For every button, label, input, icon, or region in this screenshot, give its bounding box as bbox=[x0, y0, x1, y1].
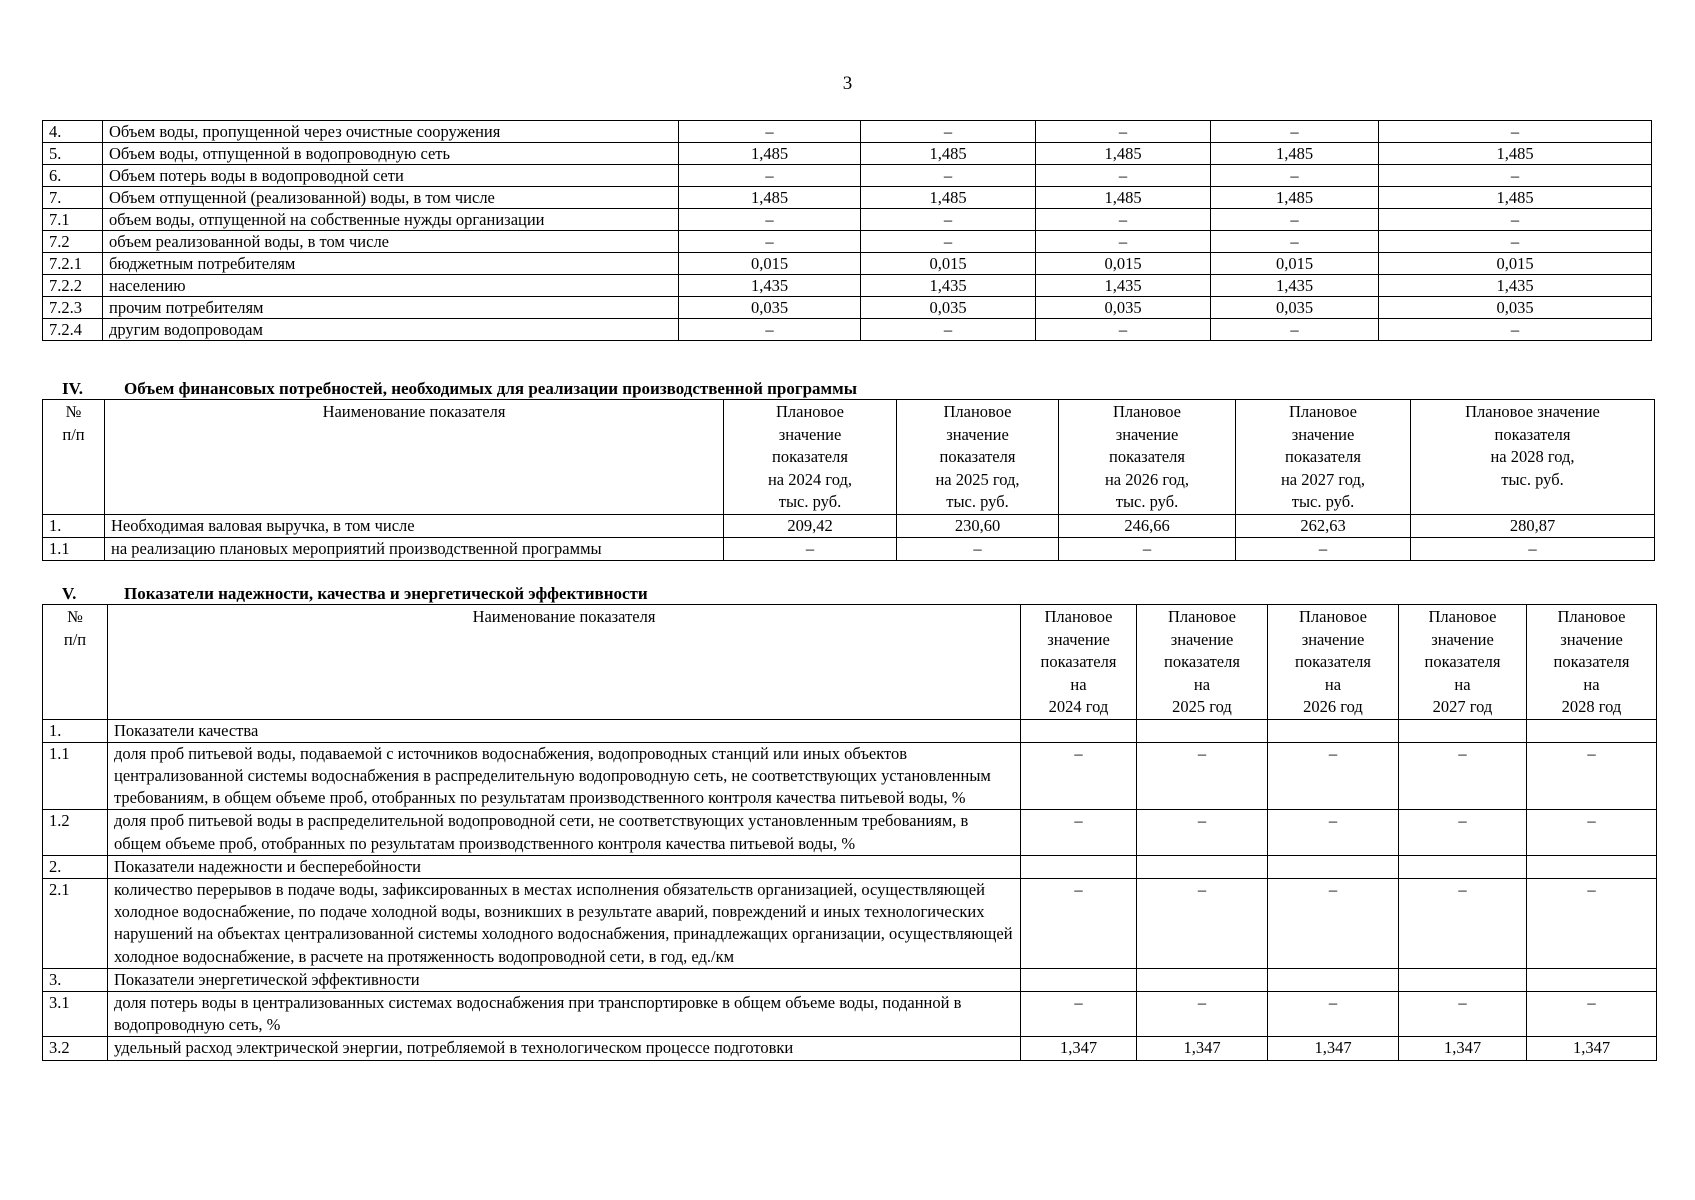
value-cell: – bbox=[1268, 742, 1399, 810]
value-cell: 1,347 bbox=[1137, 1037, 1268, 1060]
water-volume-table bbox=[42, 120, 1652, 341]
page-number: 3 bbox=[842, 73, 853, 94]
table-row bbox=[43, 742, 1657, 810]
value-cell: 0,015 bbox=[679, 253, 861, 275]
row-number: 7.2.3 bbox=[43, 297, 103, 319]
col-header-2027: Плановое значение показателя на 2027 год bbox=[1399, 605, 1527, 720]
value-cell: – bbox=[1211, 209, 1379, 231]
value-cell: 1,435 bbox=[679, 275, 861, 297]
value-cell: – bbox=[1036, 319, 1211, 341]
value-cell: – bbox=[1021, 991, 1137, 1036]
value-cell: 1,485 bbox=[1211, 143, 1379, 165]
row-number: 2.1 bbox=[43, 878, 108, 968]
value-cell: 0,035 bbox=[861, 297, 1036, 319]
col-header-2026: Плановое значение показателя на 2026 год, тыс. руб. bbox=[1059, 400, 1236, 515]
value-cell: 209,42 bbox=[724, 514, 897, 537]
value-cell: – bbox=[861, 121, 1036, 143]
value-cell: – bbox=[861, 209, 1036, 231]
table-header-row bbox=[43, 605, 1657, 720]
table-row bbox=[43, 209, 1652, 231]
value-cell: – bbox=[1059, 537, 1236, 560]
value-cell: 1,485 bbox=[1036, 187, 1211, 209]
value-cell: – bbox=[1379, 319, 1652, 341]
value-cell: – bbox=[1268, 810, 1399, 855]
value-cell: – bbox=[679, 209, 861, 231]
value-cell bbox=[1399, 968, 1527, 991]
indicator-name: доля проб питьевой воды в распределительной водопроводной сети, не соответствующих установленным требованиям, в общем объеме проб, отобранных по результатам производственного контроля качества питьевой воды, % bbox=[108, 810, 1021, 855]
value-cell: – bbox=[679, 121, 861, 143]
indicator-name: доля проб питьевой воды, подаваемой с источников водоснабжения, водопроводных станций или иных объектов централизованной системы водоснабжения в распределительную водопроводную сеть, не соответствующих установленным требованиям, в общем объеме проб, отобранных по результатам производственного контроля качества питьевой воды, % bbox=[108, 742, 1021, 810]
value-cell bbox=[1021, 719, 1137, 742]
value-cell: – bbox=[1211, 319, 1379, 341]
value-cell bbox=[1137, 855, 1268, 878]
value-cell: – bbox=[1379, 121, 1652, 143]
row-number: 3.2 bbox=[43, 1037, 108, 1060]
indicator-name: удельный расход электрической энергии, потребляемой в технологическом процессе подготовки bbox=[108, 1037, 1021, 1060]
indicator-name: количество перерывов в подаче воды, зафиксированных в местах исполнения обязательств организацией, осуществляющей холодное водоснабжение, по подаче холодной воды, возникших в результате аварий, повреждений и иных технологических нарушений на объектах централизованной системы холодного водоснабжения, принадлежащих организации, осуществляющей холодное водоснабжение, в расчете на протяженность водопроводной сети, в год, ед./км bbox=[108, 878, 1021, 968]
indicator-name: Объем потерь воды в водопроводной сети bbox=[103, 165, 679, 187]
row-number: 1.1 bbox=[43, 537, 105, 560]
indicator-name: Объем воды, отпущенной в водопроводную сеть bbox=[103, 143, 679, 165]
row-number: 1.1 bbox=[43, 742, 108, 810]
value-cell: 1,485 bbox=[861, 187, 1036, 209]
value-cell: – bbox=[1379, 209, 1652, 231]
financial-needs-table bbox=[42, 399, 1655, 561]
reliability-indicators-table bbox=[42, 604, 1657, 1061]
value-cell: 1,347 bbox=[1021, 1037, 1137, 1060]
value-cell: 262,63 bbox=[1236, 514, 1411, 537]
value-cell: – bbox=[1399, 878, 1527, 968]
value-cell: – bbox=[861, 231, 1036, 253]
col-header-2026: Плановое значение показателя на 2026 год bbox=[1268, 605, 1399, 720]
value-cell: – bbox=[1211, 121, 1379, 143]
section-title-text: Объем финансовых потребностей, необходимых для реализации производственной программы bbox=[124, 379, 857, 398]
value-cell: – bbox=[1379, 165, 1652, 187]
row-number: 4. bbox=[43, 121, 103, 143]
table-row bbox=[43, 514, 1655, 537]
indicator-name: Объем отпущенной (реализованной) воды, в том числе bbox=[103, 187, 679, 209]
value-cell: 0,015 bbox=[1379, 253, 1652, 275]
row-number: 7.2.4 bbox=[43, 319, 103, 341]
table-header-row bbox=[43, 400, 1655, 515]
value-cell: – bbox=[1021, 810, 1137, 855]
indicator-name: Показатели качества bbox=[108, 719, 1021, 742]
table-row bbox=[43, 121, 1652, 143]
row-number: 7. bbox=[43, 187, 103, 209]
table-row bbox=[43, 537, 1655, 560]
value-cell bbox=[1137, 968, 1268, 991]
value-cell: – bbox=[679, 165, 861, 187]
value-cell: 1,485 bbox=[1036, 143, 1211, 165]
value-cell: – bbox=[1268, 991, 1399, 1036]
value-cell: – bbox=[1399, 742, 1527, 810]
value-cell: 1,435 bbox=[1211, 275, 1379, 297]
table-row bbox=[43, 187, 1652, 209]
indicator-name: населению bbox=[103, 275, 679, 297]
col-header-2027: Плановое значение показателя на 2027 год, тыс. руб. bbox=[1236, 400, 1411, 515]
indicator-name: объем реализованной воды, в том числе bbox=[103, 231, 679, 253]
section-4-title bbox=[62, 379, 857, 399]
table-row bbox=[43, 231, 1652, 253]
value-cell: 0,035 bbox=[679, 297, 861, 319]
value-cell: 0,015 bbox=[1036, 253, 1211, 275]
value-cell: – bbox=[1036, 209, 1211, 231]
value-cell: 230,60 bbox=[897, 514, 1059, 537]
table-row bbox=[43, 143, 1652, 165]
value-cell: – bbox=[1036, 165, 1211, 187]
value-cell: 1,485 bbox=[861, 143, 1036, 165]
row-number: 5. bbox=[43, 143, 103, 165]
value-cell bbox=[1021, 855, 1137, 878]
value-cell bbox=[1527, 719, 1657, 742]
value-cell bbox=[1268, 855, 1399, 878]
value-cell: – bbox=[724, 537, 897, 560]
value-cell: 246,66 bbox=[1059, 514, 1236, 537]
value-cell: – bbox=[1021, 742, 1137, 810]
value-cell: 1,485 bbox=[1379, 143, 1652, 165]
section-number: V. bbox=[62, 584, 77, 603]
indicator-name: другим водопроводам bbox=[103, 319, 679, 341]
value-cell: – bbox=[861, 319, 1036, 341]
col-header-2025: Плановое значение показателя на 2025 год bbox=[1137, 605, 1268, 720]
value-cell: – bbox=[1137, 742, 1268, 810]
value-cell: – bbox=[1211, 165, 1379, 187]
table-row bbox=[43, 165, 1652, 187]
value-cell: – bbox=[679, 231, 861, 253]
value-cell: – bbox=[1411, 537, 1655, 560]
col-header-name: Наименование показателя bbox=[108, 605, 1021, 720]
indicator-name: Показатели энергетической эффективности bbox=[108, 968, 1021, 991]
col-header-2028: Плановое значение показателя на 2028 год bbox=[1527, 605, 1657, 720]
value-cell: – bbox=[1211, 231, 1379, 253]
row-number: 2. bbox=[43, 855, 108, 878]
value-cell: – bbox=[1036, 231, 1211, 253]
table-row bbox=[43, 991, 1657, 1036]
value-cell: 1,435 bbox=[1036, 275, 1211, 297]
row-number: 1. bbox=[43, 719, 108, 742]
indicator-name: прочим потребителям bbox=[103, 297, 679, 319]
value-cell: 0,035 bbox=[1211, 297, 1379, 319]
value-cell: 1,435 bbox=[861, 275, 1036, 297]
section-title-text: Показатели надежности, качества и энергетической эффективности bbox=[124, 584, 648, 603]
value-cell: 280,87 bbox=[1411, 514, 1655, 537]
table-row bbox=[43, 275, 1652, 297]
table-row bbox=[43, 968, 1657, 991]
value-cell bbox=[1527, 855, 1657, 878]
value-cell: 0,015 bbox=[1211, 253, 1379, 275]
table-row bbox=[43, 253, 1652, 275]
indicator-name: объем воды, отпущенной на собственные нужды организации bbox=[103, 209, 679, 231]
section-5-title bbox=[62, 584, 648, 604]
value-cell: – bbox=[1036, 121, 1211, 143]
value-cell bbox=[1399, 719, 1527, 742]
value-cell: – bbox=[897, 537, 1059, 560]
row-number: 3.1 bbox=[43, 991, 108, 1036]
row-number: 1.2 bbox=[43, 810, 108, 855]
value-cell bbox=[1021, 968, 1137, 991]
col-header-2025: Плановое значение показателя на 2025 год, тыс. руб. bbox=[897, 400, 1059, 515]
value-cell: – bbox=[1137, 810, 1268, 855]
col-header-2028: Плановое значение показателя на 2028 год, тыс. руб. bbox=[1411, 400, 1655, 515]
value-cell: 1,485 bbox=[1379, 187, 1652, 209]
value-cell: – bbox=[1268, 878, 1399, 968]
value-cell: – bbox=[1021, 878, 1137, 968]
value-cell: 1,435 bbox=[1379, 275, 1652, 297]
value-cell bbox=[1268, 968, 1399, 991]
row-number: 1. bbox=[43, 514, 105, 537]
table-row bbox=[43, 297, 1652, 319]
row-number: 6. bbox=[43, 165, 103, 187]
indicator-name: доля потерь воды в централизованных системах водоснабжения при транспортировке в общем объеме воды, поданной в водопроводную сеть, % bbox=[108, 991, 1021, 1036]
indicator-name: Объем воды, пропущенной через очистные сооружения bbox=[103, 121, 679, 143]
col-header-name: Наименование показателя bbox=[105, 400, 724, 515]
value-cell: – bbox=[679, 319, 861, 341]
value-cell bbox=[1137, 719, 1268, 742]
table-row bbox=[43, 319, 1652, 341]
value-cell: – bbox=[861, 165, 1036, 187]
indicator-name: на реализацию плановых мероприятий производственной программы bbox=[105, 537, 724, 560]
table-row bbox=[43, 719, 1657, 742]
value-cell bbox=[1399, 855, 1527, 878]
value-cell: – bbox=[1527, 742, 1657, 810]
value-cell: 1,485 bbox=[679, 143, 861, 165]
col-header-2024: Плановое значение показателя на 2024 год bbox=[1021, 605, 1137, 720]
value-cell: 1,347 bbox=[1399, 1037, 1527, 1060]
value-cell: 1,485 bbox=[679, 187, 861, 209]
value-cell: 1,485 bbox=[1211, 187, 1379, 209]
table-row bbox=[43, 855, 1657, 878]
value-cell: – bbox=[1137, 878, 1268, 968]
row-number: 7.2 bbox=[43, 231, 103, 253]
value-cell: 0,035 bbox=[1036, 297, 1211, 319]
value-cell: – bbox=[1399, 810, 1527, 855]
value-cell: 1,347 bbox=[1268, 1037, 1399, 1060]
col-header-num: № п/п bbox=[43, 605, 108, 720]
value-cell: 0,015 bbox=[861, 253, 1036, 275]
indicator-name: Необходимая валовая выручка, в том числе bbox=[105, 514, 724, 537]
value-cell: – bbox=[1137, 991, 1268, 1036]
table-row bbox=[43, 1037, 1657, 1060]
col-header-num: № п/п bbox=[43, 400, 105, 515]
section-number: IV. bbox=[62, 379, 83, 398]
value-cell: 1,347 bbox=[1527, 1037, 1657, 1060]
indicator-name: Показатели надежности и бесперебойности bbox=[108, 855, 1021, 878]
value-cell: 0,035 bbox=[1379, 297, 1652, 319]
value-cell bbox=[1268, 719, 1399, 742]
col-header-2024: Плановое значение показателя на 2024 год, тыс. руб. bbox=[724, 400, 897, 515]
indicator-name: бюджетным потребителям bbox=[103, 253, 679, 275]
value-cell: – bbox=[1527, 810, 1657, 855]
value-cell: – bbox=[1527, 991, 1657, 1036]
value-cell: – bbox=[1527, 878, 1657, 968]
row-number: 3. bbox=[43, 968, 108, 991]
row-number: 7.1 bbox=[43, 209, 103, 231]
value-cell: – bbox=[1379, 231, 1652, 253]
row-number: 7.2.1 bbox=[43, 253, 103, 275]
value-cell: – bbox=[1236, 537, 1411, 560]
table-row bbox=[43, 810, 1657, 855]
value-cell bbox=[1527, 968, 1657, 991]
value-cell: – bbox=[1399, 991, 1527, 1036]
row-number: 7.2.2 bbox=[43, 275, 103, 297]
table-row bbox=[43, 878, 1657, 968]
